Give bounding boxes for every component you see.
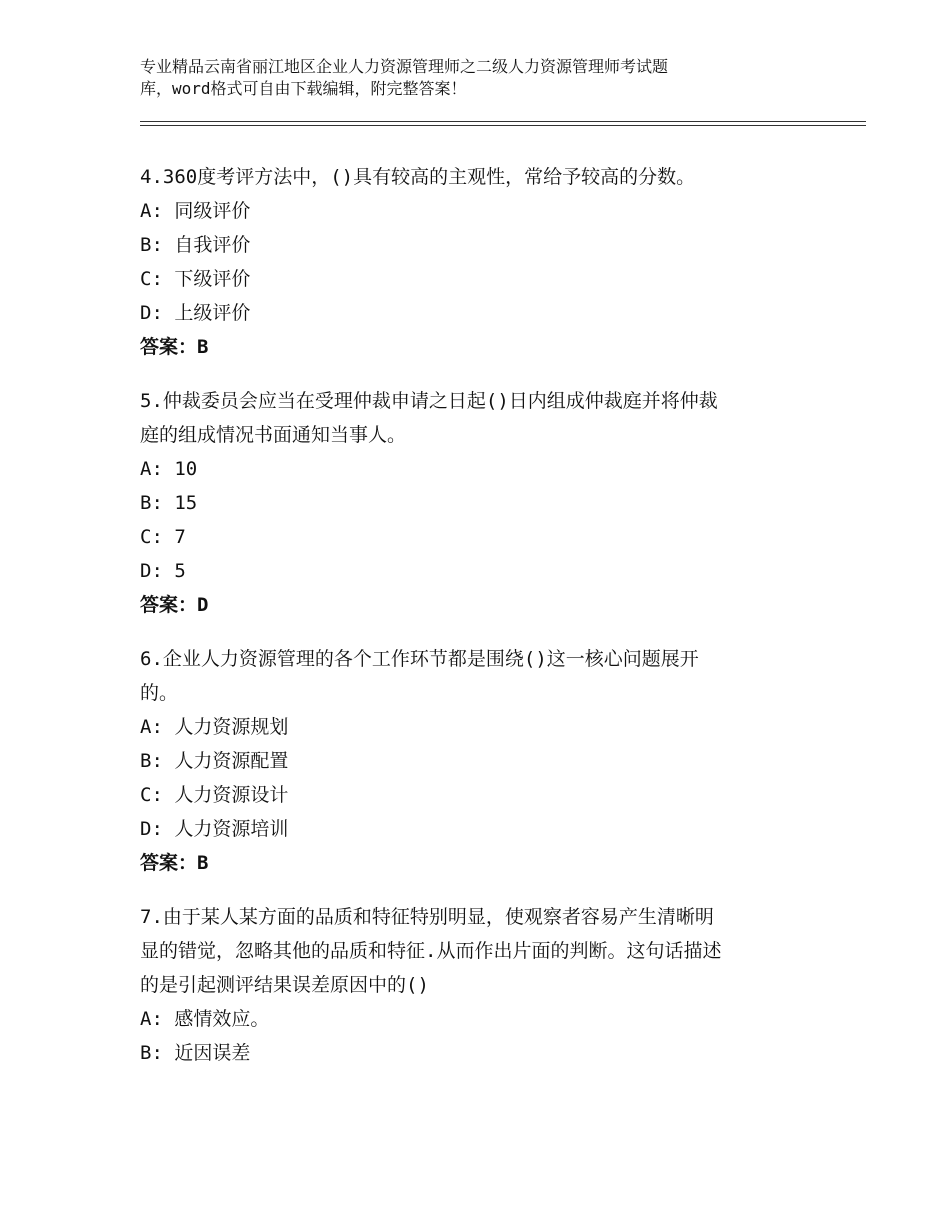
answer: 答案：D [140,594,209,616]
option-c: C: 人力资源设计 [140,784,289,806]
question-7 [140,900,840,1070]
header-divider-top [140,121,866,122]
header-line-2: 库，word格式可自由下载编辑，附完整答案！ [140,79,467,98]
question-stem-line: 5.仲裁委员会应当在受理仲裁申请之日起()日内组成仲裁庭并将仲裁 [140,390,718,412]
question-stem-line: 4.360度考评方法中，()具有较高的主观性，常给予较高的分数。 [140,166,696,188]
option-b: B: 自我评价 [140,234,251,256]
answer: 答案：B [140,852,209,874]
option-c: C: 下级评价 [140,268,251,290]
answer: 答案：B [140,336,209,358]
question-stem-line: 庭的组成情况书面通知当事人。 [140,424,407,446]
document-header [140,56,780,100]
question-stem-line: 7.由于某人某方面的品质和特征特别明显，使观察者容易产生清晰明 [140,906,714,928]
question-6 [140,642,840,880]
question-stem-line: 6.企业人力资源管理的各个工作环节都是围绕()这一核心问题展开 [140,648,699,670]
option-d: D: 人力资源培训 [140,818,289,840]
question-stem-line: 的。 [140,682,179,704]
question-stem-line: 显的错觉，忽略其他的品质和特征.从而作出片面的判断。这句话描述 [140,940,722,962]
question-stem-line: 的是引起测评结果误差原因中的() [140,974,429,996]
header-line-1: 专业精品云南省丽江地区企业人力资源管理师之二级人力资源管理师考试题 [140,57,669,76]
option-c: C: 7 [140,526,186,548]
option-d: D: 5 [140,560,186,582]
option-b: B: 近因误差 [140,1042,251,1064]
question-5 [140,384,840,622]
option-a: A: 人力资源规划 [140,716,289,738]
question-list [140,160,840,1090]
option-b: B: 人力资源配置 [140,750,289,772]
question-4 [140,160,840,364]
option-d: D: 上级评价 [140,302,251,324]
option-a: A: 感情效应。 [140,1008,270,1030]
option-b: B: 15 [140,492,198,514]
option-a: A: 同级评价 [140,200,251,222]
header-divider-bottom [140,125,866,126]
option-a: A: 10 [140,458,198,480]
